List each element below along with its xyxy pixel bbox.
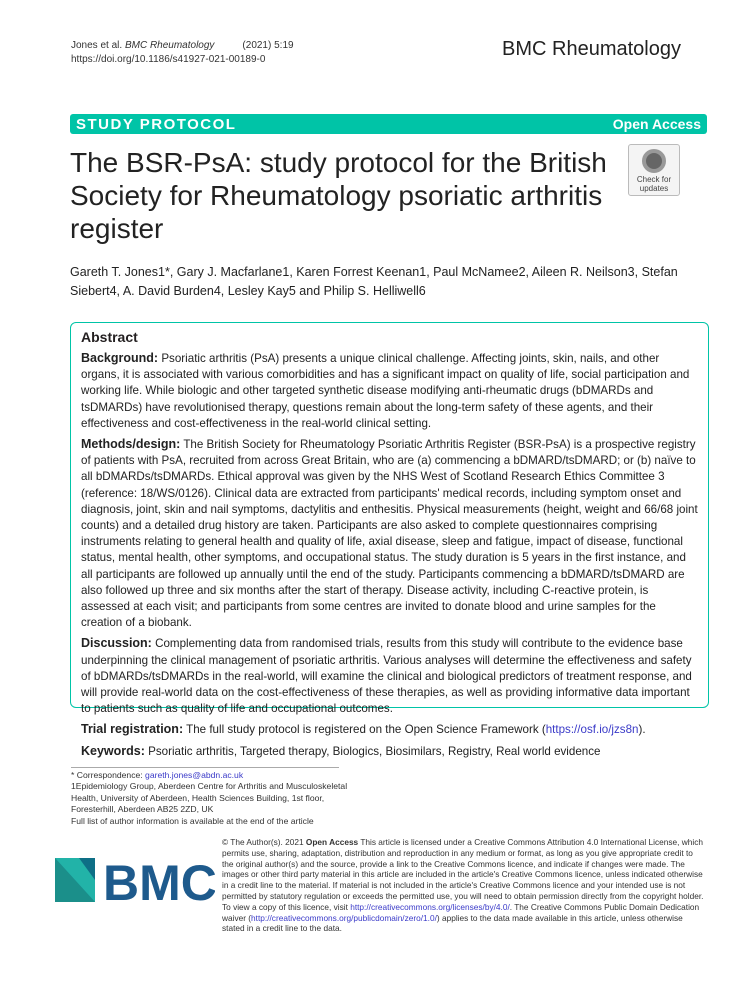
check-updates-icon bbox=[642, 149, 666, 173]
osf-link[interactable]: https://osf.io/jzs8n bbox=[545, 723, 639, 737]
license-text: © The Author(s). 2021 Open Access This article is licensed under a Creative Commons Attribution 4.0 International License, which permits use, sharing, adaptation, distribution and reproduction in any medium or format, as long as you give appropriate credit to the original author(s) and the source, provide a link to the Creative Commons licence, and indicate if changes were made. The images or other third party material in this article are included in the article's Creative Commons licence, unless indicated otherwise in a credit line to the material. If material is not included in the article's Creative Commons licence and your intended use is not permitted by statutory regulation or exceeds the permitted use, you will need to obtain permission directly from the copyright holder. To view a copy of this licence, visit http://creativecommons.org/licenses/by/4.0/. The Creative Commons Public Domain Dedication waiver (http://creativecommons.org/publicdomain/zero/1.0/) applies to the data made available in this article, unless otherwise stated in a credit line to the data. bbox=[222, 837, 704, 934]
author-list: Gareth T. Jones1*, Gary J. Macfarlane1, Karen Forrest Keenan1, Paul McNamee2, Aileen R. Neilson3, Stefan Siebert4, A. David Burden4, Lesley Kay5 and Philip S. Helliwell6 bbox=[70, 265, 678, 298]
running-header bbox=[71, 39, 294, 67]
citation-journal: BMC Rheumatology bbox=[124, 40, 215, 51]
check-for-updates-button[interactable] bbox=[628, 144, 680, 196]
abstract-discussion: Discussion: Complementing data from randomised trials, results from this study will contribute to the evidence base underpinning the clinical management of psoriatic arthritis. Various analyses will determine the effectiveness and safety of bDMARDs/tsDMARDs in the real-world, will examine the clinical and biological predictors of treatment response, and will provide real-world data on the cost-effectiveness of these therapies, as well as providing informative data important to patients such as quality of life and occupational outcomes. bbox=[81, 636, 692, 716]
citation-authors: Jones et al. bbox=[71, 40, 123, 51]
article-title: The BSR-PsA: study protocol for the British Society for Rheumatology psoriatic arthritis register bbox=[70, 147, 607, 244]
check-updates-line1: Check for bbox=[636, 175, 672, 184]
footnotes: * Correspondence: gareth.jones@abdn.ac.uk 1Epidemiology Group, Aberdeen Centre for Arthritis and Musculoskeletal Health, University of Aberdeen, Health Sciences Building, 1st floor, Foresterhill, Aberdeen AB25 2ZD, UK Full list of author information is available at the end of the article bbox=[71, 770, 361, 827]
bmc-logo bbox=[55, 850, 215, 910]
article-type-banner bbox=[70, 114, 707, 134]
abstract-background: Background: Psoriatic arthritis (PsA) presents a unique clinical challenge. Affecting joints, skin, nails, and other organs, it is associated with various comorbidities and has a significant impact on quality of life, social participation and working life. While biologic and other targeted synthetic disease modifying anti-rheumatic drugs (bDMARDs and tsDMARDs) have revolutionised therapy, questions remain about the long-term safety of these agents, and their effectiveness and cost-effectiveness in the real-world clinical setting. bbox=[81, 351, 690, 430]
doi-link[interactable]: https://doi.org/10.1186/s41927-021-00189-0 bbox=[71, 54, 266, 65]
abstract-keywords: Keywords: Psoriatic arthritis, Targeted therapy, Biologics, Biosimilars, Registry, Real world evidence bbox=[81, 743, 601, 758]
bmc-logo-text: BMC bbox=[103, 855, 215, 910]
cc-by-link[interactable]: http://creativecommons.org/licenses/by/4.0/ bbox=[350, 901, 510, 912]
article-type: STUDY PROTOCOL bbox=[76, 115, 237, 133]
journal-name: BMC Rheumatology bbox=[502, 38, 681, 60]
affiliation: 1Epidemiology Group, Aberdeen Centre for Arthritis and Musculoskeletal Health, University of Aberdeen, Health Sciences Building, 1st floor, Foresterhill, Aberdeen AB25 2ZD, UK bbox=[71, 781, 348, 815]
citation-year: (2021) 5:19 bbox=[242, 40, 294, 51]
abstract-box bbox=[70, 322, 709, 758]
check-updates-line2: updates bbox=[639, 184, 669, 193]
abstract-heading: Abstract bbox=[81, 329, 138, 345]
cc-zero-link[interactable]: http://creativecommons.org/publicdomain/zero/1.0/ bbox=[251, 912, 437, 923]
correspondence-email[interactable]: gareth.jones@abdn.ac.uk bbox=[145, 770, 244, 780]
open-access-label: Open Access bbox=[612, 116, 701, 132]
footnote-divider bbox=[71, 767, 339, 768]
abstract-trial-registration: Trial registration: The full study protocol is registered on the Open Science Framework (https://osf.io/jzs8n). bbox=[81, 722, 646, 737]
author-info-note: Full list of author information is available at the end of the article bbox=[71, 815, 314, 826]
abstract-methods: Methods/design: The British Society for Rheumatology Psoriatic Arthritis Register (BSR-PsA) is a prospective registry of patients with PsA, recruited from across Great Britain, who are (a) commencing a bDMARD/tsDMARD; or (b) naïve to all bDMARDs/tsDMARDs. Ethical approval was given by the NHS West of Scotland Research Ethics Committee 3 (reference: 18/WS/0126). Clinical data are extracted from participants' medical records, including symptom onset and diagnosis, joint, skin and nail symptoms, dactylitis and enthesitis. Physical measurements (height, weight and 66/68 joint counts) and a detailed drug history are taken. Participants are also asked to complete questionnaires comprising instruments relating to general health and quality of life, axial disease, sleep and fatigue, impact of disease, functional status, mental health, other symptoms, and occupational status. The study duration is 5 years in the first instance, and all participants are followed up annually until the end of the study. Participants commencing a bDMARD/tsDMARD are also followed up three and six months after the start of therapy. Disease activity, including C-reactive protein, is assessed at each visit; and participants from some centres are invited to donate blood and urine samples for the creation of a biobank. bbox=[81, 437, 698, 630]
